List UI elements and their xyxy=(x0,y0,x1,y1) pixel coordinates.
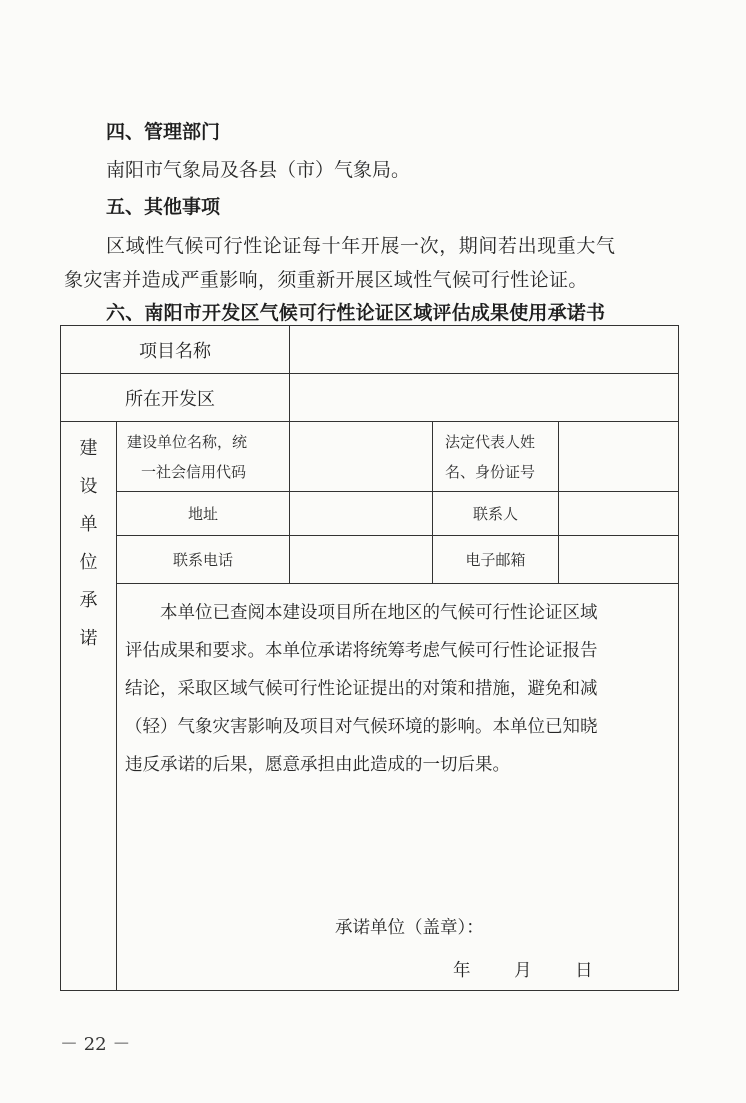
contact-field[interactable] xyxy=(559,492,679,536)
dev-zone-label: 所在开发区 xyxy=(61,374,290,422)
side-char: 设 xyxy=(79,476,98,497)
project-name-field[interactable] xyxy=(290,326,679,374)
side-char: 诺 xyxy=(79,628,98,649)
pledge-line: 结论，采取区域气候可行性论证提出的对策和措施，避免和减 xyxy=(125,679,598,699)
date-year: 年 xyxy=(453,961,471,981)
section5-line2: 象灾害并造成严重影响，须重新开展区域性气候可行性论证。 xyxy=(64,269,588,291)
email-label: 电子邮箱 xyxy=(433,536,559,584)
legal-rep-label xyxy=(433,422,559,492)
pledge-cell xyxy=(117,584,679,991)
section4-text: 南阳市气象局及各县（市）气象局。 xyxy=(106,159,411,181)
pledge-line: 本单位已查阅本建设项目所在地区的气候可行性论证区域 xyxy=(125,603,598,623)
section4-heading: 四、管理部门 xyxy=(106,121,221,143)
date-day: 日 xyxy=(575,961,593,981)
side-char: 建 xyxy=(79,438,98,459)
address-field[interactable] xyxy=(290,492,433,536)
phone-label: 联系电话 xyxy=(117,536,290,584)
legal-rep-field[interactable] xyxy=(559,422,679,492)
pledge-line: 违反承诺的后果，愿意承担由此造成的一切后果。 xyxy=(125,755,510,775)
date-line xyxy=(453,957,593,982)
side-label-vertical xyxy=(61,422,117,991)
unit-name-label-line2: 一社会信用代码 xyxy=(141,462,247,481)
unit-name-label xyxy=(117,422,290,492)
email-field[interactable] xyxy=(559,536,679,584)
unit-name-field[interactable] xyxy=(290,422,433,492)
side-char: 承 xyxy=(79,590,98,611)
pledge-form-table xyxy=(60,325,679,991)
side-char: 单 xyxy=(79,514,98,535)
dev-zone-field[interactable] xyxy=(290,374,679,422)
pledge-text xyxy=(117,584,678,784)
address-label: 地址 xyxy=(117,492,290,536)
unit-name-label-line1: 建设单位名称，统 xyxy=(127,432,248,451)
pledge-line: （轻）气象灾害影响及项目对气候环境的影响。本单位已知晓 xyxy=(125,717,598,737)
section5-heading: 五、其他事项 xyxy=(106,196,221,218)
legal-rep-label-line1: 法定代表人姓 xyxy=(445,432,536,451)
sign-label: 承诺单位（盖章）： xyxy=(335,918,484,938)
section5-line1: 区域性气候可行性论证每十年开展一次，期间若出现重大气 xyxy=(106,235,616,257)
page-number: － 22 － xyxy=(60,1034,131,1055)
contact-label: 联系人 xyxy=(433,492,559,536)
section6-heading: 六、南阳市开发区气候可行性论证区域评估成果使用承诺书 xyxy=(106,302,606,324)
side-char: 位 xyxy=(79,552,98,573)
date-month: 月 xyxy=(514,961,532,981)
project-name-label: 项目名称 xyxy=(61,326,290,374)
pledge-line: 评估成果和要求。本单位承诺将统筹考虑气候可行性论证报告 xyxy=(125,641,598,661)
legal-rep-label-line2: 名、身份证号 xyxy=(445,462,536,481)
phone-field[interactable] xyxy=(290,536,433,584)
